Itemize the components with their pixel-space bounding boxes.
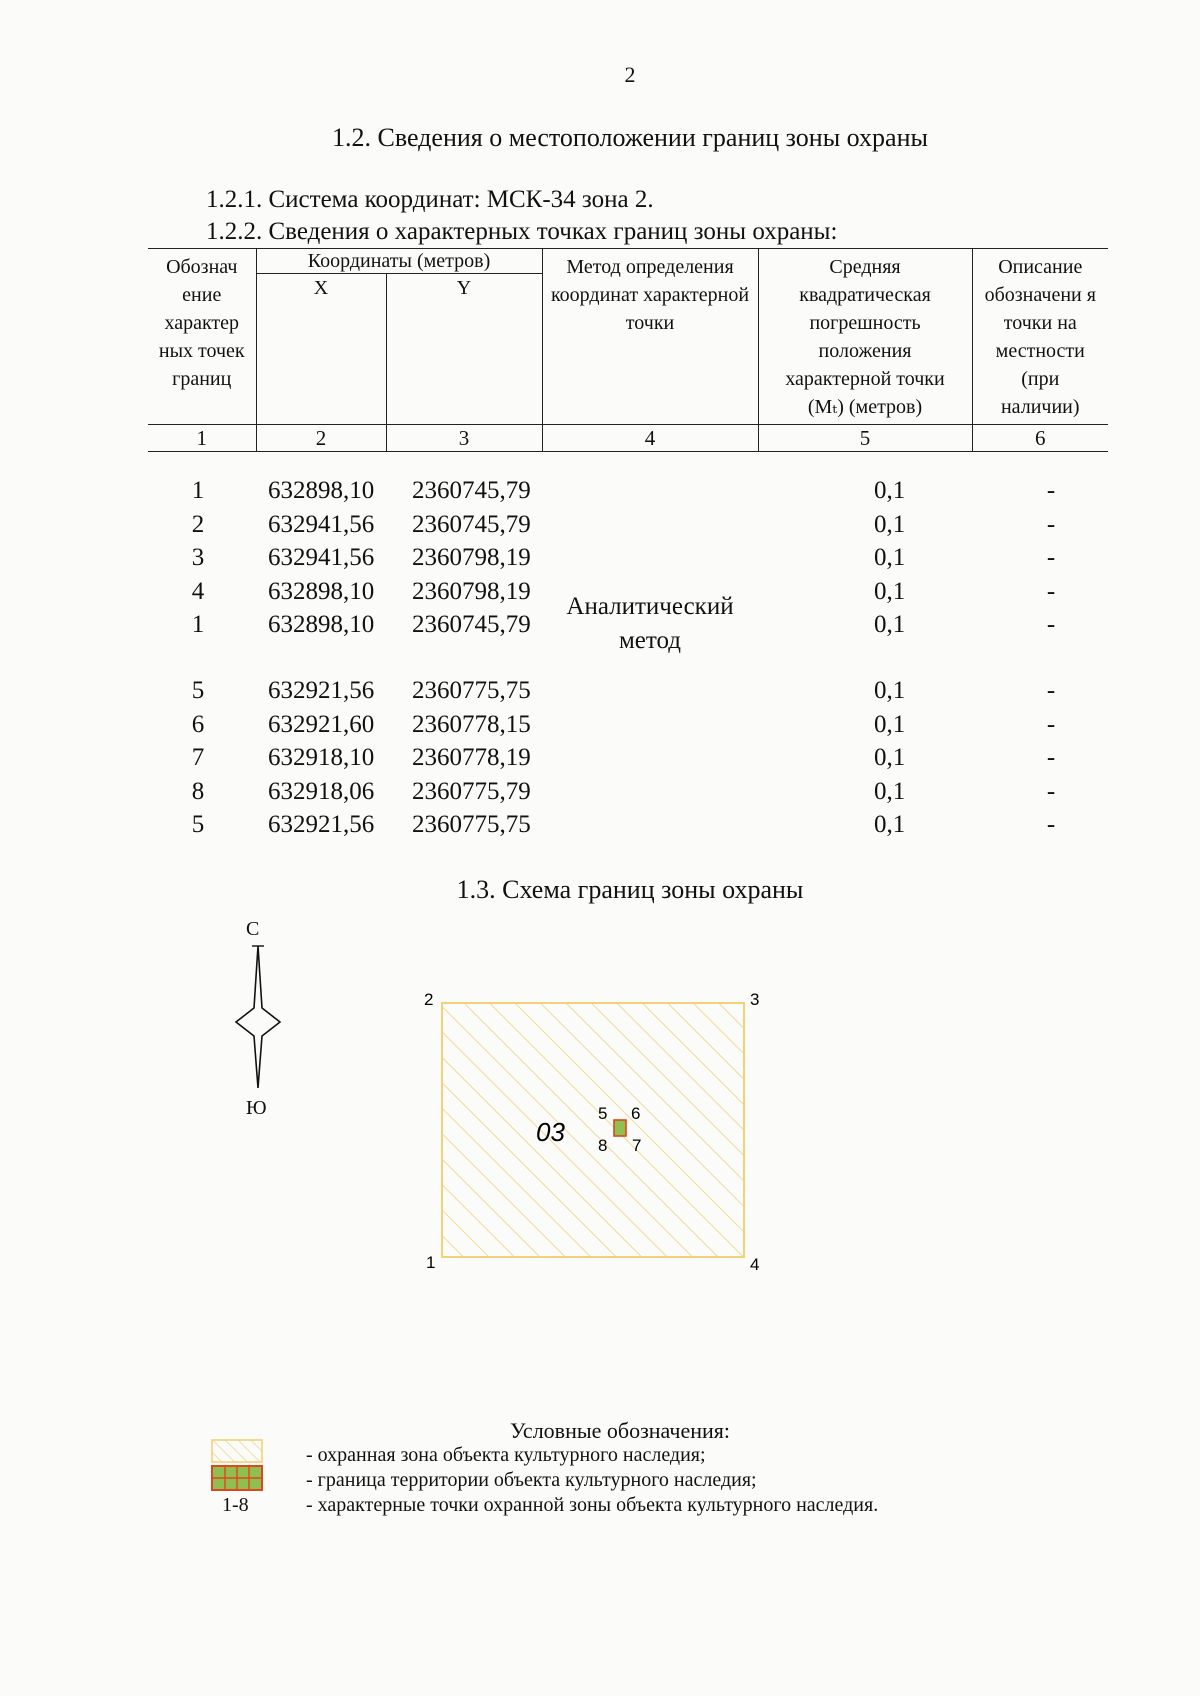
error-cell: 0,1 <box>874 544 906 571</box>
description-cell: - <box>1046 744 1056 771</box>
table-row <box>0 741 1200 774</box>
page-number: 2 <box>624 62 636 87</box>
zone-label: 03 <box>536 1117 565 1147</box>
point-label-7: 7 <box>632 1136 642 1155</box>
heritage-territory-polygon <box>614 1120 626 1136</box>
point-number-cell: 3 <box>191 544 205 571</box>
error-cell: 0,1 <box>874 677 906 704</box>
y-coordinate-cell: 2360798,19 <box>412 577 531 605</box>
coordinates-table <box>148 248 1108 452</box>
point-number-cell: 7 <box>191 744 205 771</box>
x-coordinate-cell: 632921,56 <box>268 811 375 838</box>
error-cell: 0,1 <box>874 710 906 738</box>
compass-north-label: С <box>246 918 260 940</box>
point-number-cell: 8 <box>191 777 205 805</box>
table-row <box>0 474 1200 507</box>
point-label-2: 2 <box>424 990 434 1009</box>
compass-rose-icon <box>228 944 288 1090</box>
y-coordinate-cell: 2360798,19 <box>412 544 531 571</box>
point-label-3: 3 <box>750 990 760 1009</box>
y-coordinate-cell: 2360778,19 <box>412 744 531 771</box>
scheme-title: 1.3. Схема границ зоны охраны <box>456 875 804 904</box>
point-number-cell: 1 <box>191 477 205 504</box>
points-heading: 1.2.2. Сведения о характерных точках границ зоны охраны: <box>206 218 838 245</box>
header-y: Y <box>386 274 542 425</box>
point-number-cell: 5 <box>191 811 205 838</box>
protection-zone-polygon <box>442 1003 744 1257</box>
x-coordinate-cell: 632898,10 <box>268 577 375 605</box>
legend-item-territory: - граница территории объекта культурного наследия; <box>306 1469 757 1491</box>
table-row <box>0 775 1200 808</box>
table-row <box>0 674 1200 707</box>
point-label-8: 8 <box>598 1136 608 1155</box>
description-cell: - <box>1046 477 1056 504</box>
y-coordinate-cell: 2360778,15 <box>412 710 531 738</box>
y-coordinate-cell: 2360745,79 <box>412 477 531 504</box>
column-number: 3 <box>386 425 542 452</box>
point-label-4: 4 <box>750 1255 760 1274</box>
x-coordinate-cell: 632921,60 <box>268 710 375 738</box>
x-coordinate-cell: 632941,56 <box>268 510 375 538</box>
column-number: 1 <box>148 425 256 452</box>
header-method: Метод определения координат характерной точки <box>542 249 758 425</box>
x-coordinate-cell: 632918,06 <box>268 777 375 805</box>
column-number: 2 <box>256 425 386 452</box>
error-cell: 0,1 <box>874 777 906 805</box>
point-number-cell: 5 <box>191 677 205 704</box>
error-cell: 0,1 <box>874 477 906 504</box>
y-coordinate-cell: 2360775,79 <box>412 777 531 805</box>
x-coordinate-cell: 632898,10 <box>268 477 375 504</box>
description-cell: - <box>1046 710 1056 738</box>
x-coordinate-cell: 632898,10 <box>268 611 375 638</box>
table-row <box>0 508 1200 541</box>
compass-south-label: Ю <box>246 1097 267 1119</box>
header-description: Описание обозначени я точки на местности (при наличии) <box>972 249 1108 425</box>
description-cell: - <box>1046 677 1056 704</box>
header-x: X <box>256 274 386 425</box>
legend-item-zone: - охранная зона объекта культурного наследия; <box>306 1444 706 1466</box>
error-cell: 0,1 <box>874 611 906 638</box>
point-number-cell: 4 <box>191 577 205 605</box>
table-row <box>0 541 1200 574</box>
y-coordinate-cell: 2360745,79 <box>412 611 531 638</box>
y-coordinate-cell: 2360775,75 <box>412 811 531 838</box>
x-coordinate-cell: 632918,10 <box>268 744 375 771</box>
description-cell: - <box>1046 577 1056 605</box>
description-cell: - <box>1046 544 1056 571</box>
point-label-5: 5 <box>598 1104 608 1123</box>
column-number: 5 <box>758 425 972 452</box>
description-cell: - <box>1046 777 1056 805</box>
legend-title: Условные обозначения: <box>510 1418 731 1443</box>
table-row <box>0 808 1200 841</box>
legend-item-points: - характерные точки охранной зоны объекта культурного наследия. <box>306 1494 879 1516</box>
y-coordinate-cell: 2360775,75 <box>412 677 531 704</box>
x-coordinate-cell: 632921,56 <box>268 677 375 704</box>
header-error: Средняя квадратическая погрешность положения характерной точки (Mₜ) (метров) <box>758 249 972 425</box>
method-value: Аналитический метод <box>566 593 734 654</box>
description-cell: - <box>1046 611 1056 638</box>
point-number-cell: 1 <box>191 611 205 638</box>
error-cell: 0,1 <box>874 577 906 605</box>
zone-scheme-map <box>420 985 770 1285</box>
point-label-6: 6 <box>631 1104 641 1123</box>
error-cell: 0,1 <box>874 811 906 838</box>
legend-symbols <box>211 1439 265 1493</box>
y-coordinate-cell: 2360745,79 <box>412 510 531 538</box>
description-cell: - <box>1046 510 1056 538</box>
column-number: 6 <box>972 425 1108 452</box>
legend-territory-swatch <box>212 1466 262 1490</box>
legend-zone-swatch <box>212 1440 262 1462</box>
point-label-1: 1 <box>426 1253 436 1272</box>
column-number: 4 <box>542 425 758 452</box>
coordinate-system-heading: 1.2.1. Система координат: МСК-34 зона 2. <box>206 186 654 213</box>
error-cell: 0,1 <box>874 744 906 771</box>
section-title: 1.2. Сведения о местоположении границ зоны охраны <box>332 123 928 152</box>
table-row <box>0 708 1200 741</box>
header-coordinates: Координаты (метров) <box>256 249 542 274</box>
legend-points-sample: 1-8 <box>222 1494 249 1516</box>
error-cell: 0,1 <box>874 510 906 538</box>
header-point-designation: Обознач ение характер ных точек границ <box>148 249 256 425</box>
point-number-cell: 6 <box>191 710 205 738</box>
description-cell: - <box>1046 811 1056 838</box>
point-number-cell: 2 <box>191 510 205 538</box>
x-coordinate-cell: 632941,56 <box>268 544 375 571</box>
